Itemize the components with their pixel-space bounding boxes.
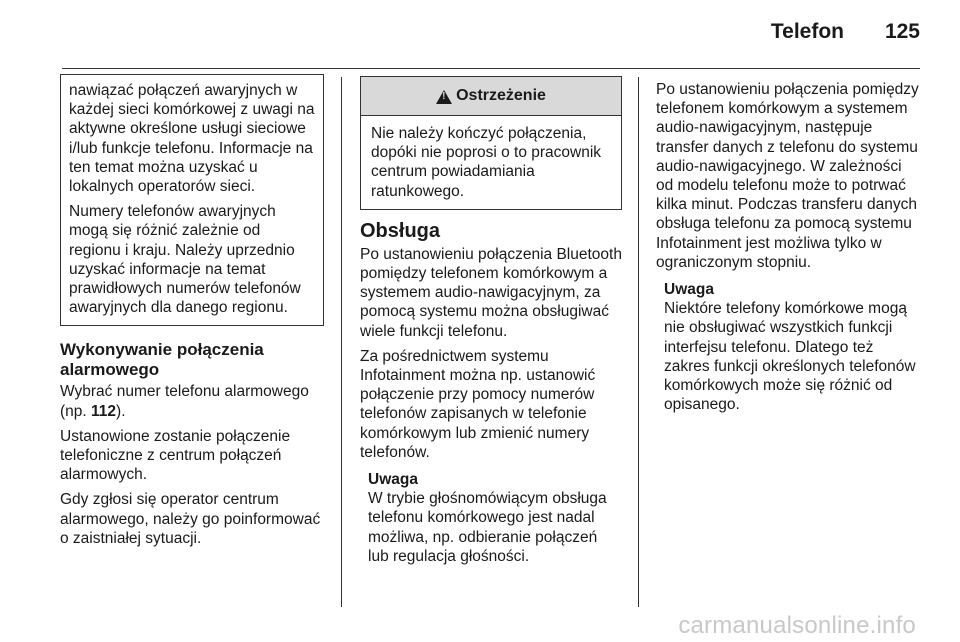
paragraph-dial-number: Wybrać numer telefonu alarmowego (np. 112). [60, 383, 309, 420]
column-3 [656, 80, 922, 414]
note-title-2: Uwaga [664, 281, 714, 299]
page-header [0, 10, 960, 60]
paragraph-transfer: Po ustanowieniu połączenia pomiędzy telefonem komórkowym a systemem audio-nawigacyjnym, następuje transfer danych z telefonu do systemu audio-nawigacyjnego. W zależności od modelu telefonu może to potrwać kilka minut. Podczas transferu danych obsługa telefonu za pomocą systemu Infotainment jest możliwa tylko w ograniczonym stopniu. [656, 81, 919, 271]
box-paragraph-2: Numery telefonów awaryjnych mogą się różnić zależnie od regionu i kraju. Należy uprzednio uzyskać informacje na temat prawidłowych numerów telefonów awaryjnych dla danego regionu. [69, 203, 301, 317]
paragraph-bluetooth: Po ustanowieniu połączenia Bluetooth pomiędzy telefonem komórkowym a systemem audio-nawigacyjnym, za pomocą systemu można obsługiwać wiele funkcji telefonu. [360, 245, 622, 340]
column-2 [360, 76, 622, 566]
watermark-text: carmanualsonline.info [678, 612, 916, 639]
note-box [360, 470, 622, 566]
paragraph-infotainment: Za pośrednictwem systemu Infotainment można np. ustanowić połączenie przy pomocy numerów telefonów zapisanych w telefonie komórkowym lub zmienić numery telefonów. [360, 347, 596, 461]
paragraph-operator: Gdy zgłosi się operator centrum alarmowego, należy go poinformować o zaistniałej sytuacji. [60, 491, 321, 547]
section-heading-emergency-call: Wykonywanie połączenia alarmowego [60, 340, 264, 380]
box-paragraph-1: nawiązać połączeń awaryjnych w każdej sieci komórkowej z uwagi na aktywne określone usługi sieciowe i/lub funkcje telefonu. Informacje na ten temat można uzyskać u lokalnych operatorów sieci. [69, 82, 315, 196]
warning-triangle-icon [436, 90, 452, 104]
warning-text: Nie należy kończyć połączenia, dopóki nie poprosi o to pracownik centrum powiadamiania ratunkowego. [371, 125, 602, 200]
note-text: W trybie głośnomówiącym obsługa telefonu komórkowego jest nadal możliwa, np. odbieranie połączeń lub regulacja głośności. [368, 490, 607, 565]
paragraph-connection: Ustanowione zostanie połączenie telefoniczne z centrum połączeń alarmowych. [60, 427, 291, 484]
page-title: Telefon [770, 20, 844, 43]
column-divider-2 [638, 77, 639, 607]
note-box-2 [656, 280, 922, 414]
emergency-number: 112 [91, 402, 117, 420]
column-divider-1 [341, 77, 342, 607]
warning-title: Ostrzeżenie [456, 87, 546, 105]
section-heading-operation: Obsługa [360, 219, 441, 242]
note-text-2: Niektóre telefony komórkowe mogą nie obsługiwać wszystkich funkcji interfejsu telefonu. Dlatego też zakres funkcji określonych telefonów komórkowych może się różnić od opisanego. [664, 300, 916, 414]
note-title: Uwaga [368, 471, 418, 489]
page-number: 125 [884, 20, 920, 43]
warning-header [361, 77, 621, 116]
header-divider [62, 68, 920, 69]
column-1 [60, 80, 324, 554]
continued-info-box [60, 74, 324, 326]
warning-box [360, 76, 622, 210]
